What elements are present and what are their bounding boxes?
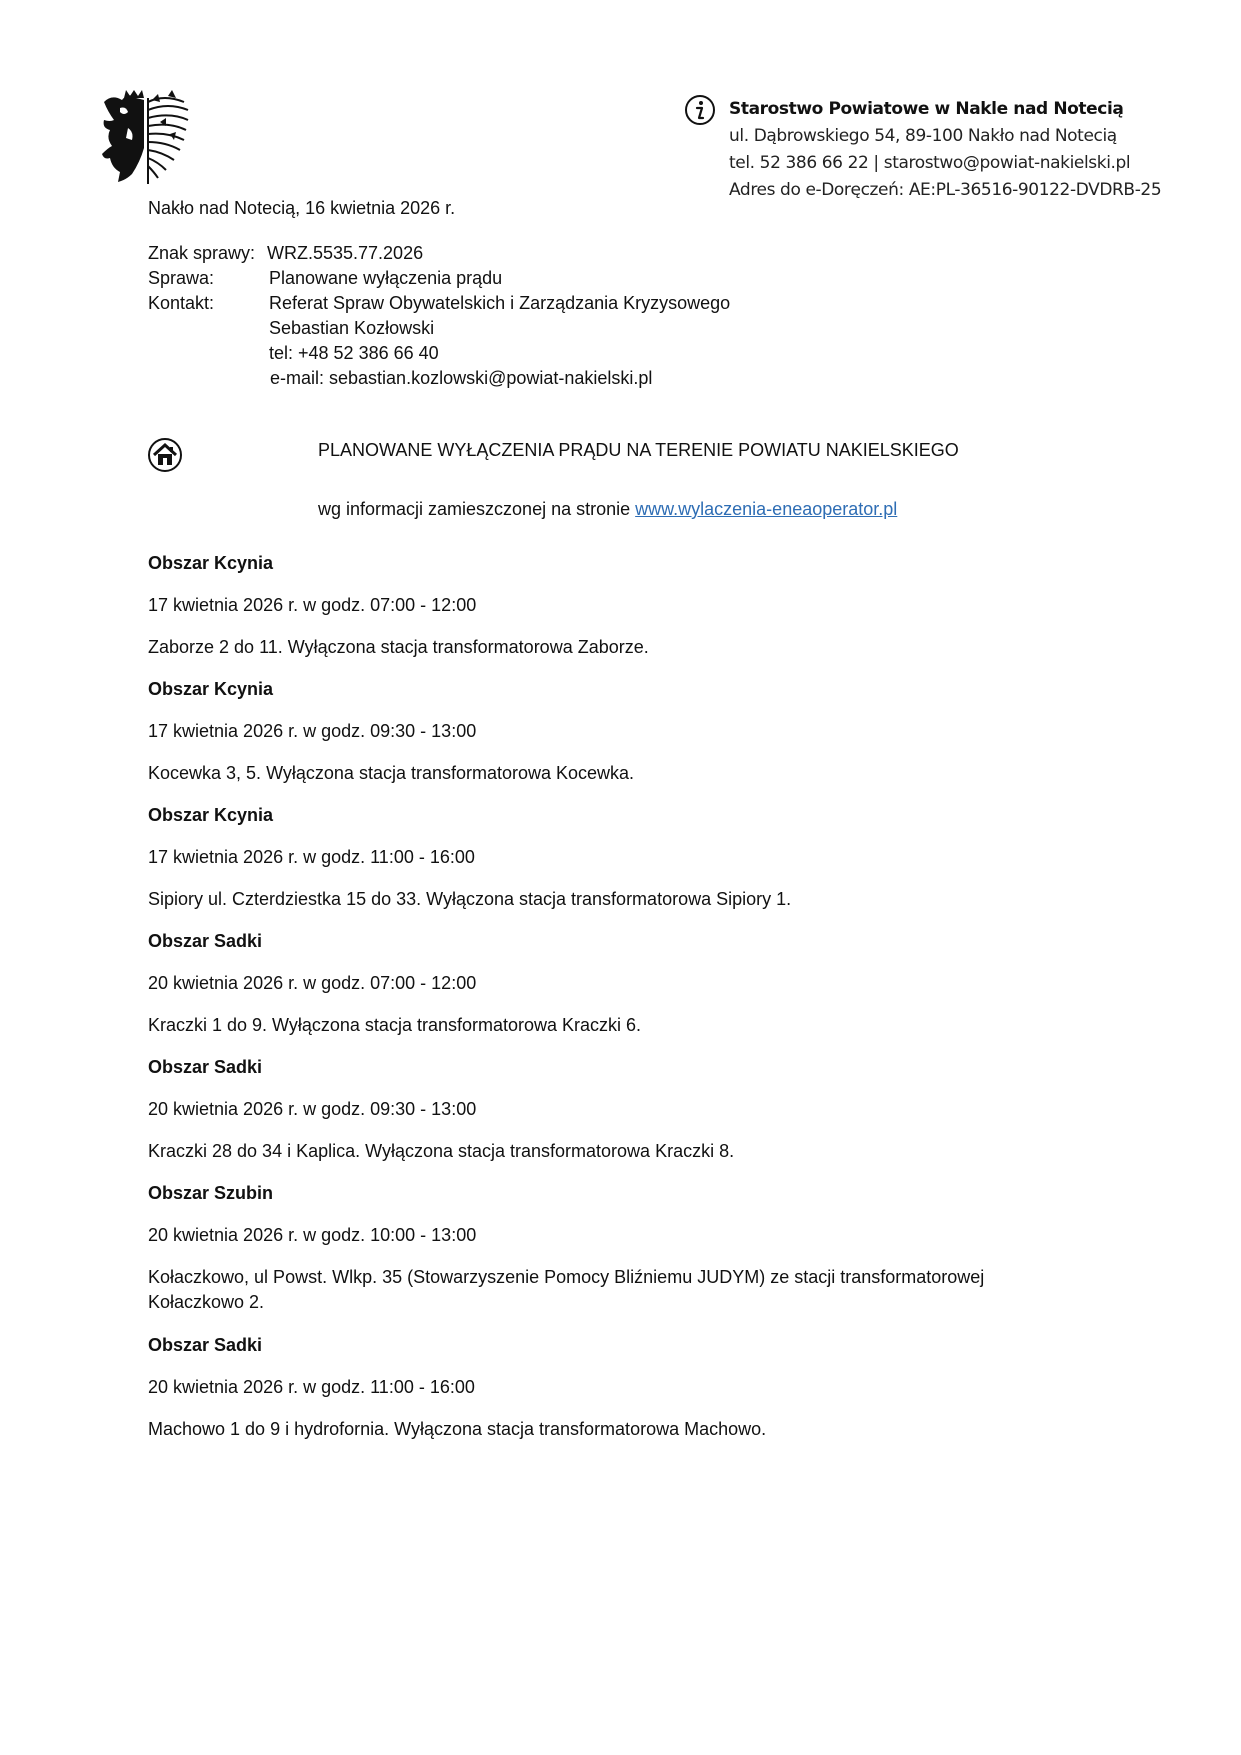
- entry-area-label: Obszar Kcynia: [148, 805, 274, 825]
- entry-area-label: Obszar Sadki: [148, 1335, 263, 1355]
- source-link[interactable]: www.wylaczenia-eneaoperator.pl: [635, 499, 898, 519]
- entry-details: Sipiory ul. Czterdziestka 15 do 33. Wyłączona stacja transformatorowa Sipiory 1.: [148, 889, 792, 909]
- info-icon: [684, 94, 716, 126]
- entry-details: Kołaczkowo, ul Powst. Wlkp. 35 (Stowarzyszenie Pomocy Bliźniemu JUDYM) ze stacji transformatorowej: [148, 1267, 985, 1287]
- entry-time: 20 kwietnia 2026 r. w godz. 09:30 - 13:00: [148, 1099, 477, 1119]
- meta-label: Sprawa:: [148, 268, 215, 288]
- entry-area-label: Obszar Sadki: [148, 1057, 263, 1077]
- entry-details-continued: Kołaczkowo 2.: [148, 1292, 265, 1312]
- place-date: Nakło nad Notecią, 16 kwietnia 2026 r.: [148, 198, 456, 218]
- meta-value: Referat Spraw Obywatelskich i Zarządzania Kryzysowego: [269, 293, 731, 313]
- entry-time: 17 kwietnia 2026 r. w godz. 09:30 - 13:00: [148, 721, 477, 741]
- organization-name: Starostwo Powiatowe w Nakle nad Notecią: [729, 99, 1124, 119]
- meta-value: tel: +48 52 386 66 40: [269, 343, 439, 363]
- meta-label: Kontakt:: [148, 293, 215, 313]
- meta-value: Sebastian Kozłowski: [269, 318, 435, 338]
- entry-time: 17 kwietnia 2026 r. w godz. 11:00 - 16:00: [148, 847, 475, 867]
- document-headline: PLANOWANE WYŁĄCZENIA PRĄDU NA TERENIE POWIATU NAKIELSKIEGO: [318, 440, 959, 460]
- meta-value: e-mail: sebastian.kozlowski@powiat-nakielski.pl: [270, 368, 653, 388]
- organization-address: ul. Dąbrowskiego 54, 89-100 Nakło nad Notecią: [729, 126, 1117, 146]
- entry-details: Kocewka 3, 5. Wyłączona stacja transformatorowa Kocewka.: [148, 763, 635, 783]
- entry-details: Kraczki 1 do 9. Wyłączona stacja transformatorowa Kraczki 6.: [148, 1015, 642, 1035]
- entry-time: 20 kwietnia 2026 r. w godz. 10:00 - 13:00: [148, 1225, 477, 1245]
- organization-edelivery-address: Adres do e-Doręczeń: AE:PL-36516-90122-DVDRB-25: [729, 180, 1162, 200]
- entry-area-label: Obszar Kcynia: [148, 553, 274, 573]
- entry-area-label: Obszar Sadki: [148, 931, 263, 951]
- entry-time: 20 kwietnia 2026 r. w godz. 11:00 - 16:00: [148, 1377, 475, 1397]
- entry-time: 20 kwietnia 2026 r. w godz. 07:00 - 12:00: [148, 973, 477, 993]
- meta-value: Planowane wyłączenia prądu: [269, 268, 503, 288]
- entry-area-label: Obszar Szubin: [148, 1183, 274, 1203]
- entry-details: Kraczki 28 do 34 i Kaplica. Wyłączona stacja transformatorowa Kraczki 8.: [148, 1141, 735, 1161]
- organization-contact: tel. 52 386 66 22 | starostwo@powiat-nakielski.pl: [729, 153, 1131, 173]
- source-line: [318, 497, 897, 522]
- coat-of-arms-logo: [98, 88, 194, 190]
- meta-label: Znak sprawy:: [148, 243, 256, 263]
- meta-value: WRZ.5535.77.2026: [267, 243, 424, 263]
- entry-area-label: Obszar Kcynia: [148, 679, 274, 699]
- entry-time: 17 kwietnia 2026 r. w godz. 07:00 - 12:00: [148, 595, 477, 615]
- source-prefix: wg informacji zamieszczonej na stronie: [318, 499, 636, 519]
- entry-details: Machowo 1 do 9 i hydrofornia. Wyłączona stacja transformatorowa Machowo.: [148, 1419, 767, 1439]
- entry-details: Zaborze 2 do 11. Wyłączona stacja transformatorowa Zaborze.: [148, 637, 649, 657]
- home-icon: [147, 437, 183, 473]
